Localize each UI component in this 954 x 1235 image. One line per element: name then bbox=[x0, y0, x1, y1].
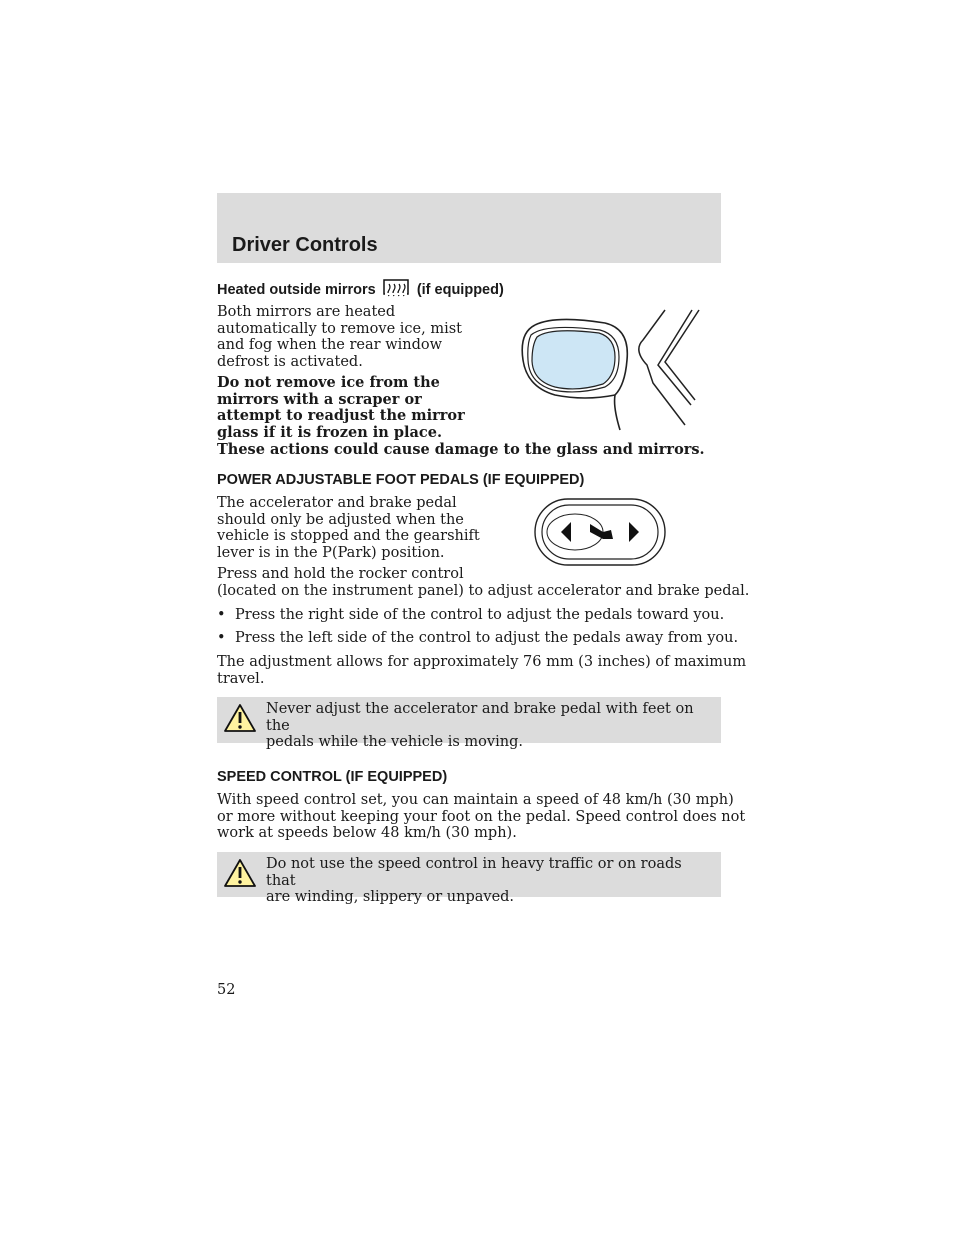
list-item bbox=[217, 630, 738, 647]
text-line: travel. bbox=[217, 670, 265, 687]
bullet-marker: • bbox=[217, 607, 226, 623]
text-line: Do not remove ice from the bbox=[217, 374, 440, 391]
warning-triangle-icon bbox=[223, 858, 257, 888]
list-item bbox=[217, 607, 724, 624]
text-line: Do not use the speed control in heavy traffic or on roads that bbox=[266, 856, 682, 889]
rocker-instructions bbox=[217, 566, 749, 599]
page-number: 52 bbox=[217, 982, 236, 998]
text-line: The accelerator and brake pedal bbox=[217, 495, 457, 511]
text-line: glass if it is frozen in place. bbox=[217, 424, 443, 442]
text-line: Both mirrors are heated bbox=[217, 304, 396, 320]
text-line: work at speeds below 48 km/h (30 mph). bbox=[217, 825, 517, 842]
foot-pedals-description bbox=[217, 495, 480, 562]
text-line: (located on the instrument panel) to adjust accelerator and brake pedal. bbox=[217, 582, 750, 599]
heated-mirrors-heading bbox=[217, 279, 504, 303]
text-line: These actions could cause damage to the glass and mirrors. bbox=[217, 440, 705, 458]
speed-control-description bbox=[217, 792, 745, 842]
section-header bbox=[217, 193, 721, 263]
text-line: With speed control set, you can maintain a speed of 48 km/h (30 mph) bbox=[217, 792, 734, 808]
pedal-warning-box bbox=[217, 697, 721, 751]
text-line: vehicle is stopped and the gearshift bbox=[217, 528, 480, 545]
adjustment-range-text bbox=[217, 654, 746, 687]
text-line: should only be adjusted when the bbox=[217, 511, 464, 528]
warning-text bbox=[266, 856, 711, 906]
side-mirror-illustration bbox=[515, 305, 700, 435]
warning-text bbox=[266, 701, 711, 751]
speed-control-heading: SPEED CONTROL (IF EQUIPPED) bbox=[217, 769, 448, 785]
foot-pedals-heading: POWER ADJUSTABLE FOOT PEDALS (IF EQUIPPED) bbox=[217, 472, 585, 488]
text-line: and fog when the rear window bbox=[217, 337, 443, 354]
bullet-text: Press the left side of the control to adjust the pedals away from you. bbox=[235, 630, 739, 646]
text-line: defrost is activated. bbox=[217, 354, 363, 371]
text-line: automatically to remove ice, mist bbox=[217, 320, 462, 337]
text-line: pedals while the vehicle is moving. bbox=[266, 734, 523, 751]
text-line: or more without keeping your foot on the pedal. Speed control does not bbox=[217, 808, 746, 825]
text-line: attempt to readjust the mirror bbox=[217, 407, 465, 425]
pedal-rocker-switch-illustration bbox=[533, 497, 668, 569]
rear-defrost-icon bbox=[383, 279, 409, 303]
heated-mirrors-description bbox=[217, 304, 462, 371]
speed-control-warning-box bbox=[217, 852, 721, 906]
section-title: Driver Controls bbox=[232, 234, 378, 256]
warning-triangle-icon bbox=[223, 703, 257, 733]
bullet-text: Press the right side of the control to adjust the pedals toward you. bbox=[235, 607, 725, 623]
heated-mirrors-heading-suffix: (if equipped) bbox=[416, 282, 504, 298]
text-line: Press and hold the rocker control bbox=[217, 566, 464, 582]
text-line: are winding, slippery or unpaved. bbox=[266, 889, 515, 906]
heated-mirrors-heading-prefix: Heated outside mirrors bbox=[217, 282, 376, 298]
text-line: lever is in the P(Park) position. bbox=[217, 545, 445, 562]
text-line: mirrors with a scraper or bbox=[217, 390, 422, 408]
text-line: The adjustment allows for approximately 76 mm (3 inches) of maximum bbox=[217, 654, 747, 670]
bullet-marker: • bbox=[217, 630, 226, 646]
text-line: Never adjust the accelerator and brake pedal with feet on the bbox=[266, 701, 694, 734]
